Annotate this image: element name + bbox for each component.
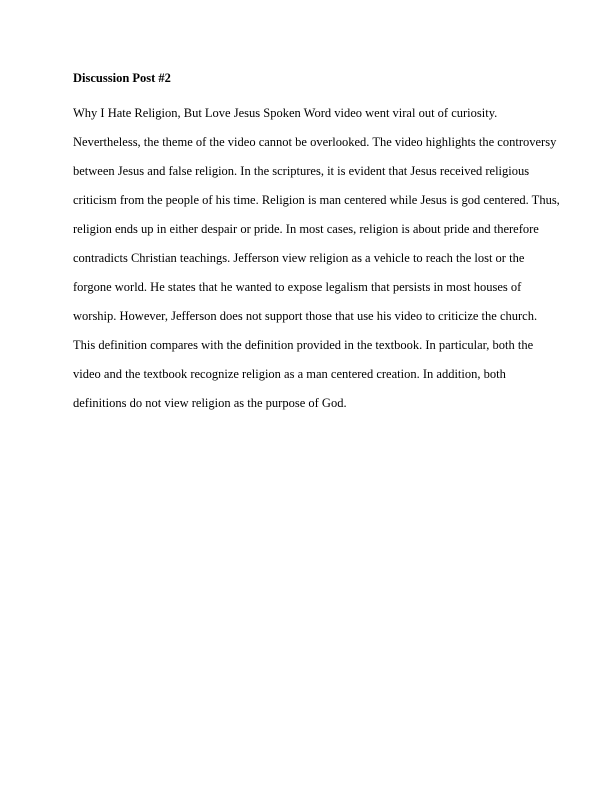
paragraph-line: criticism from the people of his time. Religion is man centered while Jesus is god centered. Thus, — [73, 193, 560, 207]
document-body — [73, 70, 560, 418]
paragraph-line: forgone world. He states that he wanted to expose legalism that persists in most houses of — [73, 280, 522, 294]
paragraph-line: definitions do not view religion as the purpose of God. — [73, 396, 347, 410]
paragraph-line: between Jesus and false religion. In the scriptures, it is evident that Jesus received religious — [73, 164, 530, 178]
paragraph-line: contradicts Christian teachings. Jefferson view religion as a vehicle to reach the lost or the — [73, 251, 525, 265]
document-title: Discussion Post #2 — [73, 71, 171, 85]
paragraph-line: worship. However, Jefferson does not support those that use his video to criticize the church. — [73, 309, 538, 323]
paragraph-line: video and the textbook recognize religion as a man centered creation. In addition, both — [73, 367, 506, 381]
paragraph-line: religion ends up in either despair or pride. In most cases, religion is about pride and therefore — [73, 222, 539, 236]
paragraph-line: Why I Hate Religion, But Love Jesus Spoken Word video went viral out of curiosity. — [73, 106, 498, 120]
paragraph-line: Nevertheless, the theme of the video cannot be overlooked. The video highlights the controversy — [73, 135, 557, 149]
paragraph-line: This definition compares with the definition provided in the textbook. In particular, both the — [73, 338, 534, 352]
body-paragraph — [73, 99, 560, 418]
